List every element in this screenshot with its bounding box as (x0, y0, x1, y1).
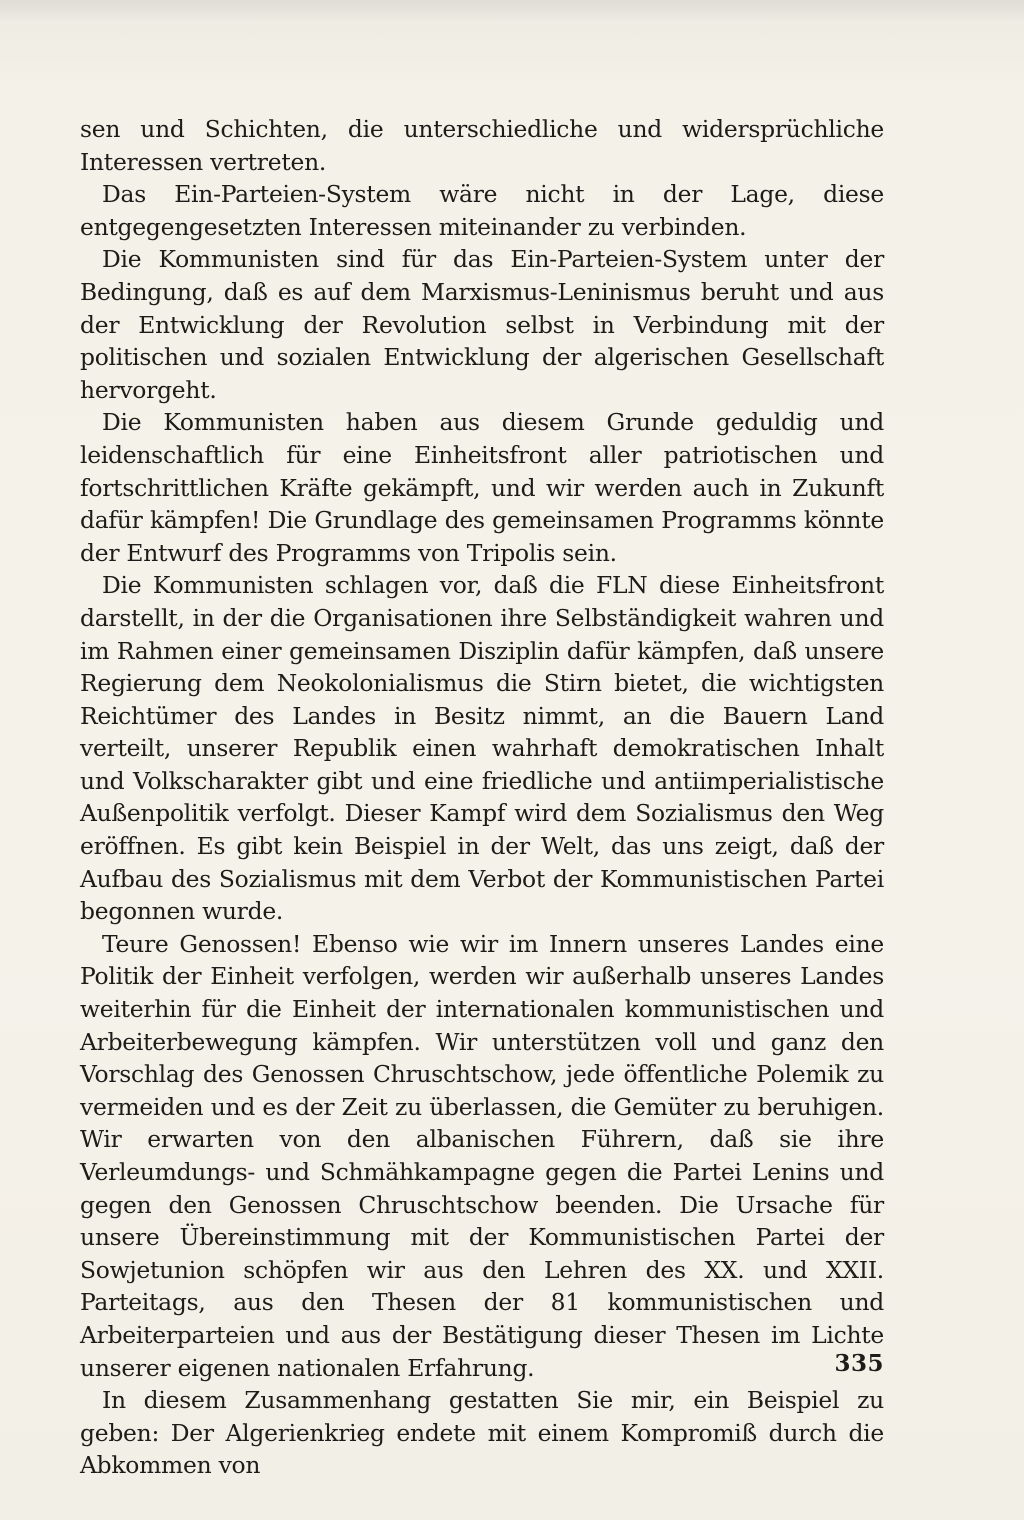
paragraph-7: In diesem Zusammenhang gestatten Sie mir, ein Beispiel zu geben: Der Algerienkrieg endete mit einem Kompromiß durch die Abkommen von (80, 1386, 884, 1480)
paragraph-6: Teure Genossen! Ebenso wie wir im Innern unseres Landes eine Politik der Einheit verfolgen, werden wir außerhalb unseres Landes weiterhin für die Einheit der internationalen kommunistischen und Arbeiterbewegung kämpfen. Wir unterstützen voll und ganz den Vorschlag des Genossen Chruschtschow, jede öffentliche Polemik zu vermeiden und es der Zeit zu überlassen, die Gemüter zu beruhigen. Wir erwarten von den albanischen Führern, daß sie ihre Verleumdungs- und Schmähkampagne gegen die Partei Lenins und gegen den Genossen Chruschtschow beenden. Die Ursache für unsere Übereinstimmung mit der Kommunistischen Partei der Sowjetunion schöpfen wir aus den Lehren des XX. und XXII. Parteitags, aus den Thesen der 81 kommunistischen und Arbeiterparteien und aus der Bestätigung dieser Thesen im Lichte unserer eigenen nationalen Erfahrung. (80, 929, 884, 1382)
paragraph-5: Die Kommunisten schlagen vor, daß die FLN diese Einheitsfront darstellt, in der die Organisationen ihre Selbständigkeit wahren und im Rahmen einer gemeinsamen Disziplin dafür kämpfen, daß unsere Regierung dem Neokolonialismus die Stirn bietet, die wichtigsten Reichtümer des Landes in Besitz nimmt, an die Bauern Land verteilt, unserer Republik einen wahrhaft demokratischen Inhalt und Volkscharakter gibt und eine friedliche und antiimperialistische Außenpolitik verfolgt. Dieser Kampf wird dem Sozialismus den Weg eröffnen. Es gibt kein Beispiel in der Welt, das uns zeigt, daß der Aufbau des Sozialismus mit dem Verbot der Kommunistischen Partei begonnen wurde. (80, 571, 884, 926)
page-number: 335 (834, 1350, 884, 1377)
paragraph-2: Das Ein-Parteien-System wäre nicht in der Lage, diese entgegengesetzten Interessen miteinander zu verbinden. (80, 180, 884, 241)
paragraph-3: Die Kommunisten sind für das Ein-Parteien-System unter der Bedingung, daß es auf dem Marxismus-Leninismus beruht und aus der Entwicklung der Revolution selbst in Verbindung mit der politischen und sozialen Entwicklung der algerischen Gesellschaft hervorgeht. (80, 245, 884, 404)
scan-edge-shadow (0, 0, 1024, 22)
paragraph-4: Die Kommunisten haben aus diesem Grunde geduldig und leidenschaftlich für eine Einheitsfront aller patriotischen und fortschrittlichen Kräfte gekämpft, und wir werden auch in Zukunft dafür kämpfen! Die Grundlage des gemeinsamen Programms könnte der Entwurf des Programms von Tripolis sein. (80, 408, 884, 567)
body-text (80, 113, 884, 1482)
paragraph-1: sen und Schichten, die unterschiedliche und widersprüchliche Interessen vertreten. (80, 115, 884, 176)
